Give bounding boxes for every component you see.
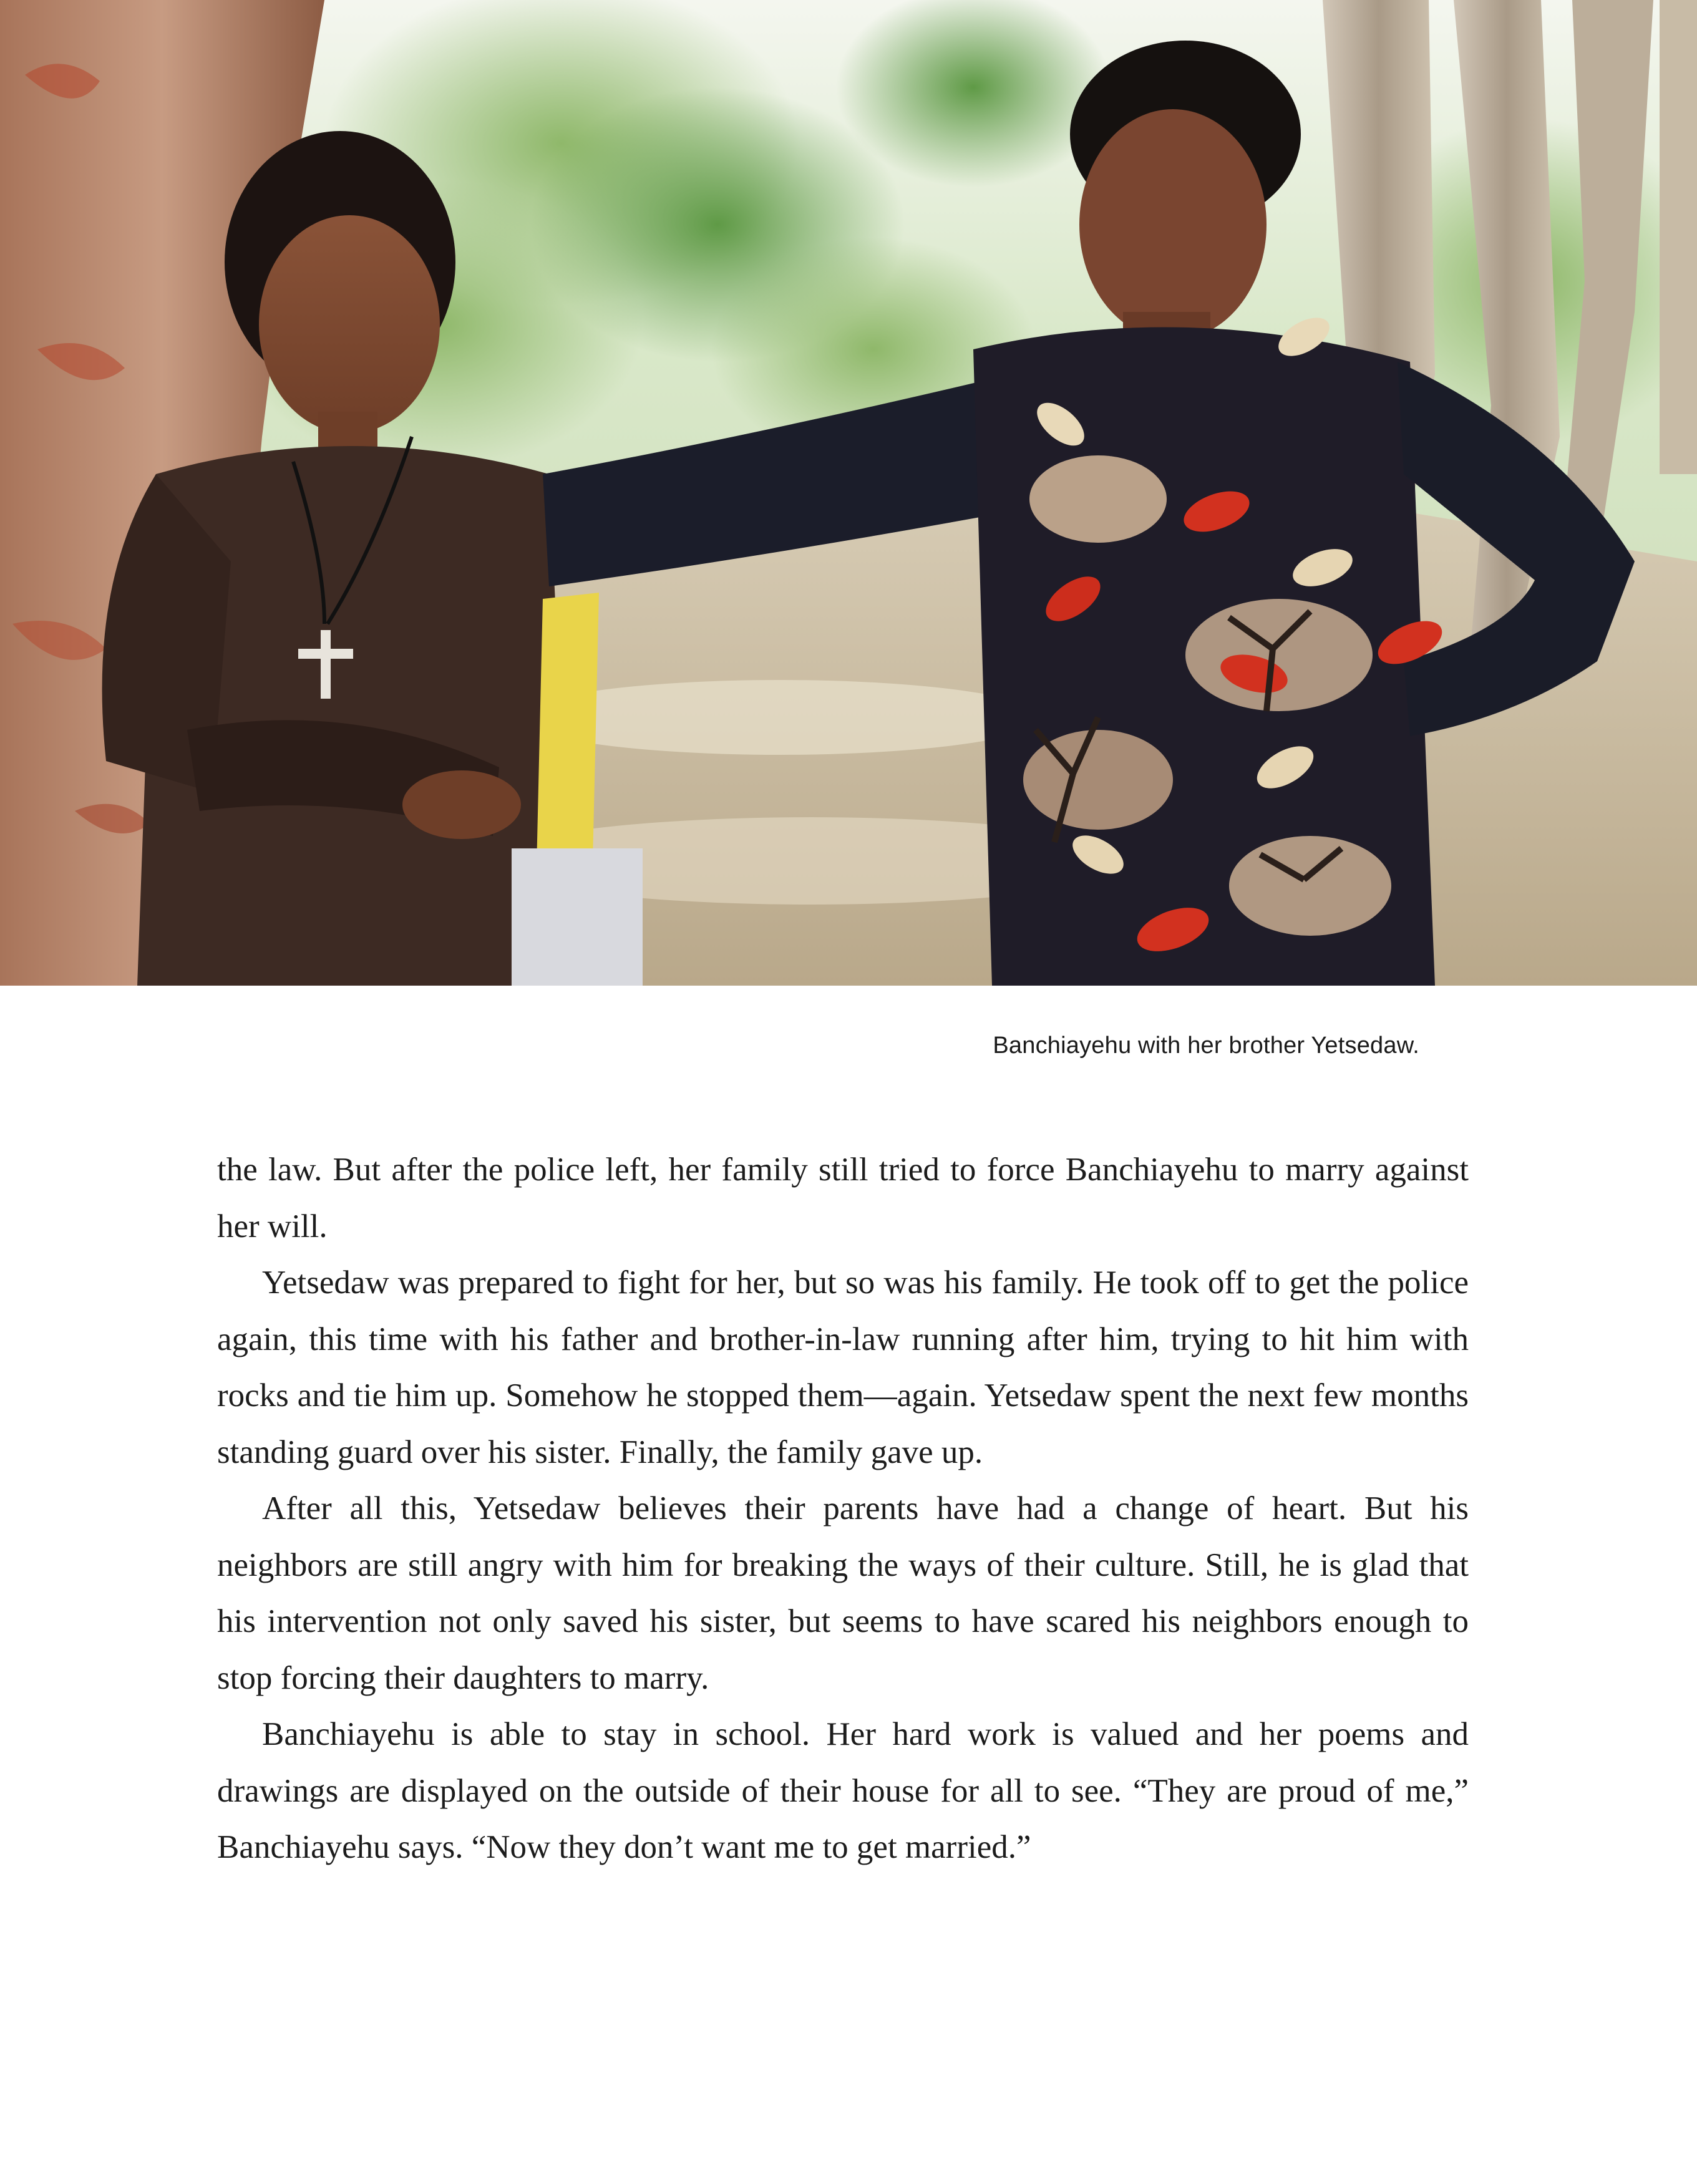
paragraph: the law. But after the police left, her family still tried to force Banchiayehu to marry against her will.	[217, 1152, 1469, 1245]
photo-banchiayehu-and-yetsedaw	[0, 0, 1697, 986]
paragraph: After all this, Yetsedaw believes their parents have had a change of heart. But his neighbors are still angry with him for breaking the ways of their culture. Still, he is glad that his intervention not only saved his sister, but seems to have scared his neighbors enough to stop forcing their daughters to marry.	[217, 1490, 1469, 1696]
paragraph: Banchiayehu is able to stay in school. Her hard work is valued and her poems and drawings are displayed on the outside of their house for all to see. “They are proud of me,” Banchiayehu says. “Now they don’t want me to get married.”	[217, 1716, 1469, 1865]
photo-illustration	[0, 0, 1697, 986]
paragraph: Yetsedaw was prepared to fight for her, but so was his family. He took off to get the police again, this time with his father and brother-in-law running after him, trying to hit him with rocks and tie him up. Somehow he stopped them—again. Yetsedaw spent the next few months standing guard over his sister. Finally, the family gave up.	[217, 1264, 1469, 1470]
article-body	[217, 1142, 1469, 1876]
photo-caption: Banchiayehu with her brother Yetsedaw.	[993, 1032, 1419, 1059]
